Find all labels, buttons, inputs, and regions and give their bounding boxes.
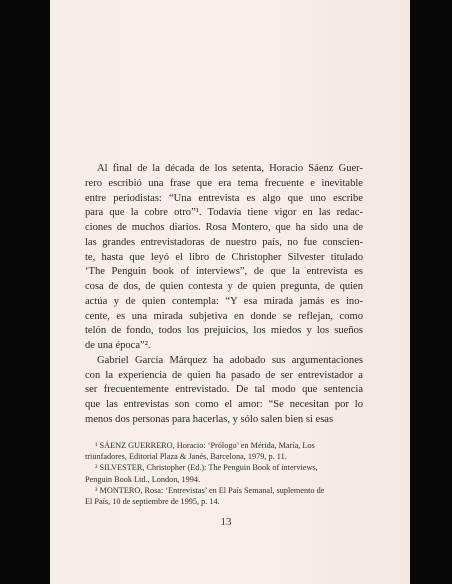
paragraph-1-line-7: te, hasta que leyó el libro de Christopher Silvester titulado xyxy=(85,251,363,263)
paragraph-1-line-13: de una época”². xyxy=(85,340,151,351)
page-number: 13 xyxy=(220,516,232,528)
paragraph-1-line-10: actúa y de quien contempla: “Y esa mirada jamás es ino- xyxy=(85,295,363,307)
paragraph-1-line-11: cente, es una mirada subjetiva en donde se reflejan, como xyxy=(85,310,363,322)
paragraph-1-line-9: cosa de dos, de quien contesta y de quien pregunta, de quien xyxy=(85,281,363,292)
footnote-2-line-2: Penguin Book Ltd., London, 1994. xyxy=(85,474,201,484)
footnotes xyxy=(85,440,363,507)
paragraph-1-line-2: rero escribió una frase que era tema frecuente e inevitable xyxy=(85,177,363,189)
paragraph-1-line-5: ciones de muchos diarios. Rosa Montero, que ha sido una de xyxy=(85,222,363,233)
paragraph-1-line-3: entre periodistas: “Una entrevista es algo que uno escribe xyxy=(85,192,363,204)
footnote-1-line-1: ¹ SÁENZ GUERRERO, Horacio: ‘Prólogo’ en Mérida, María, Los xyxy=(95,441,315,450)
paragraph-1-line-1: Al final de la década de los setenta, Horacio Sáenz Guer- xyxy=(97,163,363,174)
paragraph-1-line-12: telón de fondo, todos los prejuicios, los miedos y los sueños xyxy=(85,325,363,337)
right-dark-margin xyxy=(410,0,452,584)
footnote-3-line-2: El País, 10 de septiembre de 1995, p. 14. xyxy=(85,497,220,507)
paragraph-2-line-3: ser frecuentemente entrevistado. De tal modo que sentencia xyxy=(85,384,363,396)
paragraph-1-line-6: las grandes entrevistadoras de nuestro país, no fue conscien- xyxy=(85,236,363,248)
paragraph-2-line-4: que las entrevistas son como el amor: “Se necesitan por lo xyxy=(85,399,363,410)
paragraph-2-line-1: Gabriel García Márquez ha adobado sus argumentaciones xyxy=(97,354,363,366)
paragraph-1-line-8: ‘The Penguin book of interviews”, de que la entrevista es xyxy=(85,266,363,278)
body-text xyxy=(85,162,363,428)
paragraph-2-line-2: con la experiencia de quien ha pasado de ser entrevistador a xyxy=(85,369,363,381)
paragraph-1-line-4: para que la cobre otro”¹. Todavía tiene vigor en las redac- xyxy=(85,207,363,219)
paragraph-2-line-5: menos dos personas para hacerlas, y sólo salen bien si esas xyxy=(85,413,334,425)
footnote-2-line-1: ² SILVESTER, Christopher (Ed.): The Penguin Book of interviews, xyxy=(95,463,318,473)
footnote-3-line-1: ³ MONTERO, Rosa: ‘Entrevistas’ en El País Semanal, suplemento de xyxy=(95,485,325,495)
left-dark-margin xyxy=(0,0,50,584)
footnote-1-line-2: triunfadores, Editorial Plaza & Janés, Barcelona, 1979, p. 11. xyxy=(85,452,287,462)
